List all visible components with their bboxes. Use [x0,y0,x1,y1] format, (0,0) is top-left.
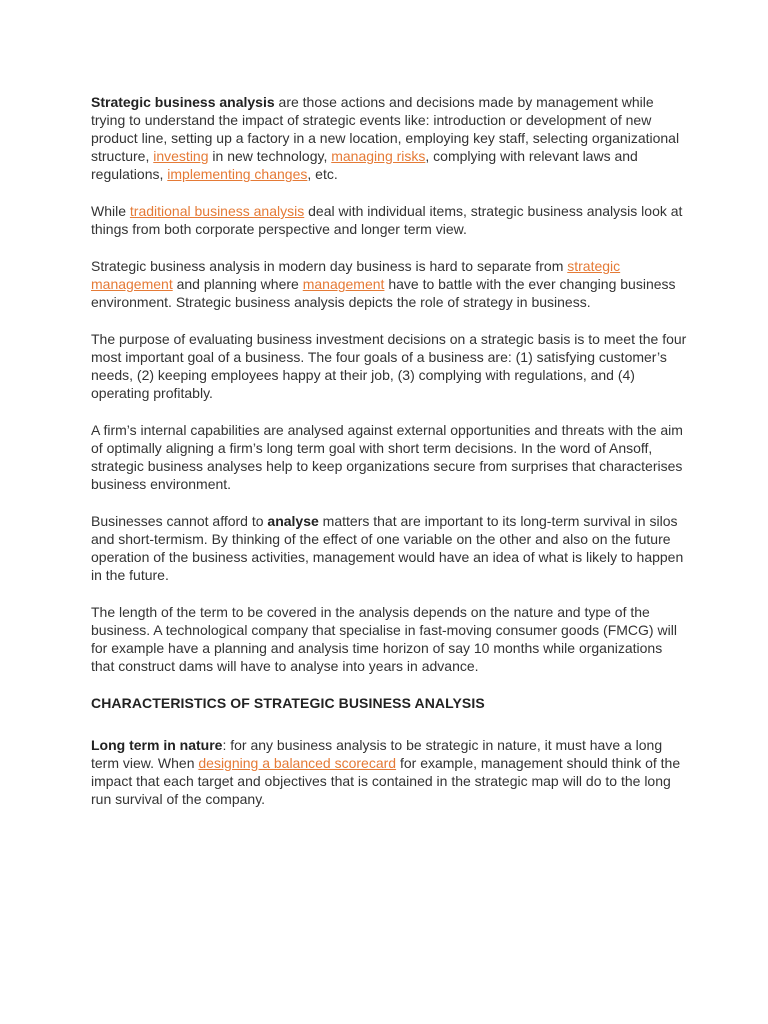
document-page [91,93,687,827]
paragraph-text: for example, management should think of the impact that each target and objectives that is contained in the strategic map will do to the long run survival of the company. [91,755,681,807]
bold-term: Strategic business analysis [91,94,275,110]
link-traditional-business-analysis[interactable]: traditional business analysis [129,203,305,219]
paragraph-text: Strategic business analysis in modern day business is hard to separate from [91,258,568,274]
paragraph-text: have to battle with the ever changing business environment. Strategic business analysis depicts the role of strategy in business. [91,276,676,310]
paragraph-text: , etc. [307,166,338,182]
paragraph-traditional [91,202,687,238]
link-investing[interactable]: investing [153,148,209,164]
paragraph-text: in new technology, [208,148,332,164]
paragraph-modern-day [91,257,687,311]
link-managing-risks[interactable]: managing risks [331,148,426,164]
link-strategic-management[interactable]: strategic management [91,258,621,292]
paragraph-intro [91,93,687,183]
paragraph-silos [91,512,687,584]
paragraph-purpose: The purpose of evaluating business investment decisions on a strategic basis is to meet the four most important goal of a business. The four goals of a business are: (1) satisfying customer’s needs, (2) keeping employees happy at their job, (3) complying with regulations, and (4) operating profitably. [91,331,687,401]
link-designing-balanced-scorecard[interactable]: designing a balanced scorecard [198,755,397,771]
section-heading: CHARACTERISTICS OF STRATEGIC BUSINESS ANALYSIS [91,695,485,711]
paragraph-long-term [91,736,687,808]
paragraph-text: , complying with relevant laws and regulations, [91,148,638,182]
paragraph-text: and planning where [172,276,303,292]
paragraph-text: : for any business analysis to be strategic in nature, it must have a long term view. When [91,737,663,771]
paragraph-text: are those actions and decisions made by management while trying to understand the impact of strategic events like: introduction or development of new product line, setting up a factory in a new location, employing key staff, selecting organizational structure, [91,94,680,164]
paragraph-capabilities: A firm’s internal capabilities are analysed against external opportunities and threats with the aim of optimally aligning a firm’s long term goal with short term decisions. In the word of Ansoff, strategic business analyses help to keep organizations secure from surprises that characterises business environment. [91,422,683,492]
bold-term: Long term in nature [91,737,223,753]
link-management[interactable]: management [302,276,385,292]
paragraph-text: deal with individual items, strategic business analysis look at things from both corporate perspective and longer term view. [91,203,683,237]
bold-term: analyse [267,513,319,529]
paragraph-text: matters that are important to its long-term survival in silos and short-termism. By thinking of the effect of one variable on the other and also on the future operation of the business activities, management would have an idea of what is likely to happen in the future. [91,513,684,583]
link-implementing-changes[interactable]: implementing changes [167,166,308,182]
paragraph-text: While [91,203,130,219]
paragraph-text: Businesses cannot afford to [91,513,268,529]
paragraph-term-length: The length of the term to be covered in the analysis depends on the nature and type of the business. A technological company that specialise in fast-moving consumer goods (FMCG) will for example have a planning and analysis time horizon of say 10 months while organizations that construct dams will have to analyse into years in advance. [91,604,677,674]
